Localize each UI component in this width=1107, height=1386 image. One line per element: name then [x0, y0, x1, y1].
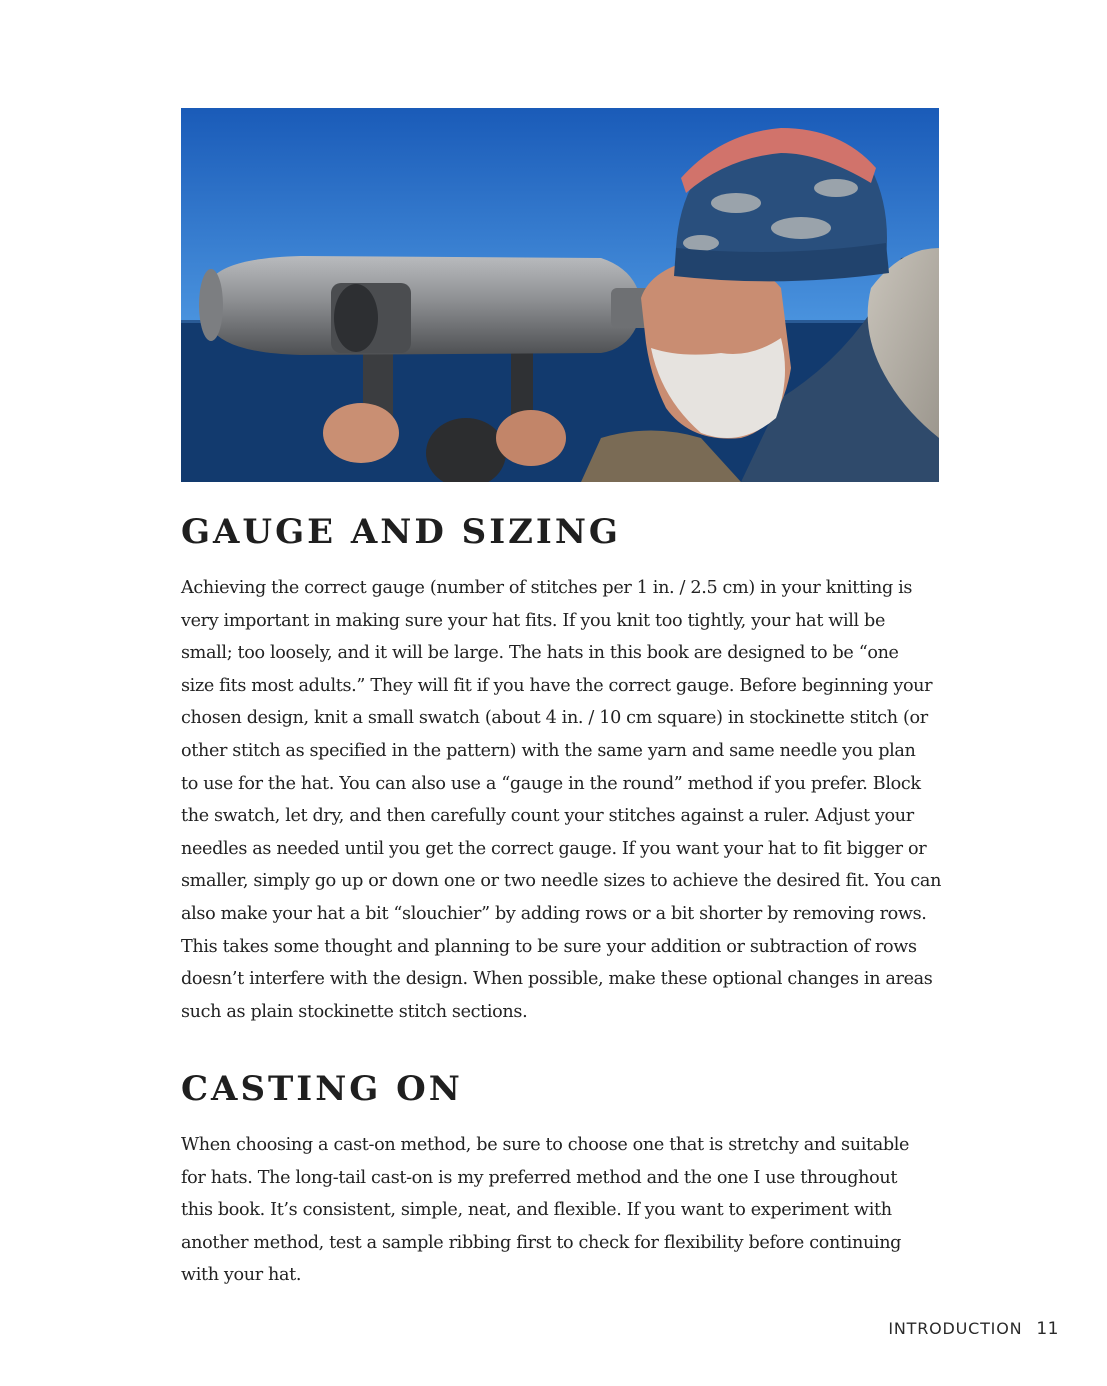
page-footer [888, 1319, 1059, 1339]
text-line: When choosing a cast-on method, be sure to choose one that is stretchy and suitable [181, 1135, 910, 1155]
text-line: this book. It’s consistent, simple, neat, and flexible. If you want to experiment with [181, 1200, 892, 1221]
text-line: doesn’t interfere with the design. When possible, make these optional changes in areas [181, 969, 933, 990]
text-line: other stitch as specified in the pattern) with the same yarn and same needle you plan [181, 740, 916, 761]
text-line: very important in making sure your hat fits. If you knit too tightly, your hat will be [181, 610, 886, 631]
text-line: the swatch, let dry, and then carefully count your stitches against a ruler. Adjust your [181, 806, 914, 827]
page-number: 11 [1036, 1319, 1059, 1339]
text-line: for hats. The long-tail cast-on is my preferred method and the one I use throughout [181, 1167, 898, 1188]
text-line: with your hat. [181, 1265, 302, 1286]
gauge-paragraph [181, 572, 951, 1028]
section-heading-gauge: GAUGE AND SIZING [181, 512, 621, 552]
binoculars-photo [181, 108, 939, 482]
text-line: This takes some thought and planning to be sure your addition or subtraction of rows [181, 936, 917, 957]
text-line: also make your hat a bit “slouchier” by adding rows or a bit shorter by removing rows. [181, 903, 927, 924]
text-line: size fits most adults.” They will fit if you have the correct gauge. Before beginning your [181, 675, 933, 696]
text-line: Achieving the correct gauge (number of stitches per 1 in. / 2.5 cm) in your knitting is [181, 578, 913, 598]
text-line: smaller, simply go up or down one or two needle sizes to achieve the desired fit. You can [181, 871, 942, 892]
casting-on-paragraph [181, 1129, 951, 1292]
text-line: chosen design, knit a small swatch (about 4 in. / 10 cm square) in stockinette stitch (or [181, 708, 928, 729]
text-line: to use for the hat. You can also use a “gauge in the round” method if you prefer. Block [181, 773, 921, 794]
section-heading-casting-on: CASTING ON [181, 1069, 463, 1109]
footer-section-label: INTRODUCTION [888, 1319, 1023, 1338]
text-line: small; too loosely, and it will be large. The hats in this book are designed to be “one [181, 643, 899, 664]
binocular-body [209, 256, 641, 355]
text-line: such as plain stockinette stitch sections. [181, 1001, 528, 1022]
text-line: needles as needed until you get the correct gauge. If you want your hat to fit bigger or [181, 838, 927, 859]
text-line: another method, test a sample ribbing first to check for flexibility before continuing [181, 1232, 902, 1253]
